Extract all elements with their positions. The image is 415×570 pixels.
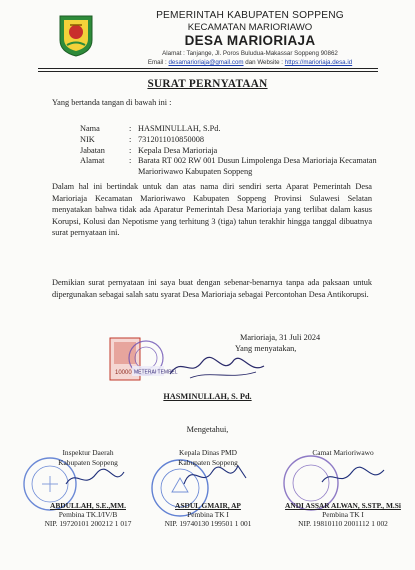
declarant-role: Yang menyatakan, (235, 344, 297, 353)
declarant-name: HASMINULLAH, S. Pd. (163, 392, 252, 401)
identity-row-position (80, 146, 378, 157)
document-title: SURAT PERNYATAAN (147, 78, 268, 90)
signatory-nip: NIP. 19810110 2001112 1 002 (298, 519, 388, 528)
identity-separator: : (129, 124, 132, 133)
place-date: Marioriaja, 31 Juli 2024 (240, 333, 321, 342)
identity-label: Nama (80, 124, 100, 133)
signatory-name: ASDUL GMAIR, AP (175, 501, 241, 510)
signatory-inspector (28, 448, 148, 530)
website-link[interactable]: https://marioriaja.desa.id (284, 59, 353, 66)
email-link[interactable]: desamarioriaja@gmail.com (168, 59, 244, 66)
signatory-role-sub: Kabupaten Soppeng (58, 457, 118, 467)
signatory-rank: Pembina TK I (322, 510, 364, 519)
signatory-name: ANDI ASSAR ALWAN, S.STP., M.Si (285, 501, 401, 510)
signatory-rank: Pembina TK I (187, 510, 229, 519)
letterhead-village: DESA MARIORIAJA (184, 33, 316, 48)
identity-label: Jabatan (80, 145, 105, 155)
signatory-camat (272, 448, 414, 530)
declarant-signature (160, 348, 280, 386)
svg-text:10000: 10000 (115, 370, 132, 376)
acknowledged-label: Mengetahui, (186, 425, 229, 434)
identity-separator: : (129, 145, 132, 155)
identity-row-nik (80, 135, 378, 146)
signatory-role-sub: Kabupaten Soppeng (178, 457, 238, 467)
signatory-role: Camat Marioriwawo (312, 448, 374, 457)
identity-block (80, 124, 378, 178)
identity-separator: : (129, 156, 132, 166)
signatory-role: Inspektur Daerah (62, 448, 114, 457)
letterhead-rule-thin (38, 71, 378, 72)
email-label: Email : (147, 59, 167, 66)
identity-value: Kepala Desa Marioriaja (138, 145, 218, 155)
letterhead-rule-thick (38, 68, 378, 69)
identity-label: Alamat (80, 156, 105, 166)
letterhead-address: Alamat : Tanjange, Jl. Poros Buludua-Makassar Soppeng 90862 (162, 50, 338, 57)
signatory-name: ABDULLAH, S.E.,MM. (50, 501, 126, 510)
soppeng-regency-logo (56, 12, 96, 58)
website-label: dan Website : (245, 59, 284, 66)
signatory-rank: Pembina TK.I/IV/B (58, 510, 118, 519)
identity-value: 7312011010850008 (138, 134, 205, 144)
letterhead-contacts (100, 58, 400, 67)
revenue-stamp-text: METERAI TEMPEL (134, 369, 178, 376)
signatory-nip: NIP. 19720101 200212 1 017 (44, 519, 132, 528)
identity-label: NIK (80, 134, 95, 144)
identity-value: Barata RT 002 RW 001 Dusun Limpolenga Desa Marioriaja Kecamatan Marioriwawo Kabupaten Soppeng (138, 156, 377, 177)
signatory-nip: NIP. 19740130 199501 1 001 (164, 519, 252, 528)
identity-row-address (80, 156, 378, 178)
identity-row-name (80, 124, 378, 135)
signatory-pmd-head (148, 448, 268, 530)
identity-value: HASMINULLAH, S.Pd. (138, 124, 221, 133)
revenue-stamp-image (108, 336, 178, 382)
closing-paragraph: Demikian surat pernyataan ini saya buat dengan sebenar-benarnya tanpa ada paksaan untuk dipergunakan sebagai salah satu syarat Desa Marioriaja sebagai Percontohan Desa Antikorupsi. (52, 278, 372, 299)
letterhead-government: PEMERINTAH KABUPATEN SOPPENG (156, 10, 344, 21)
statement-paragraph: Dalam hal ini bertindak untuk dan atas nama diri sendiri serta Aparat Pemerintah Desa Marioriaja Kecamatan Marioriwawo Kabupaten Soppeng Provinsi Sulawesi Selatan menyatakan bahwa tidak ada Aparatur Pemerintah Desa Marioriaja yang terlibat dalam kasus Korupsi, Kolusi dan Nepotisme yang terhitung 3 (tiga) tahun terakhir hingga tanggal dibuatnya surat pernyataan ini. (52, 182, 372, 238)
letterhead (100, 10, 400, 67)
letterhead-district: KECAMATAN MARIORIAWO (187, 22, 313, 33)
intro-text: Yang bertanda tangan di bawah ini : (52, 98, 172, 107)
signatory-role: Kepala Dinas PMD (179, 448, 237, 457)
identity-separator: : (129, 134, 132, 144)
